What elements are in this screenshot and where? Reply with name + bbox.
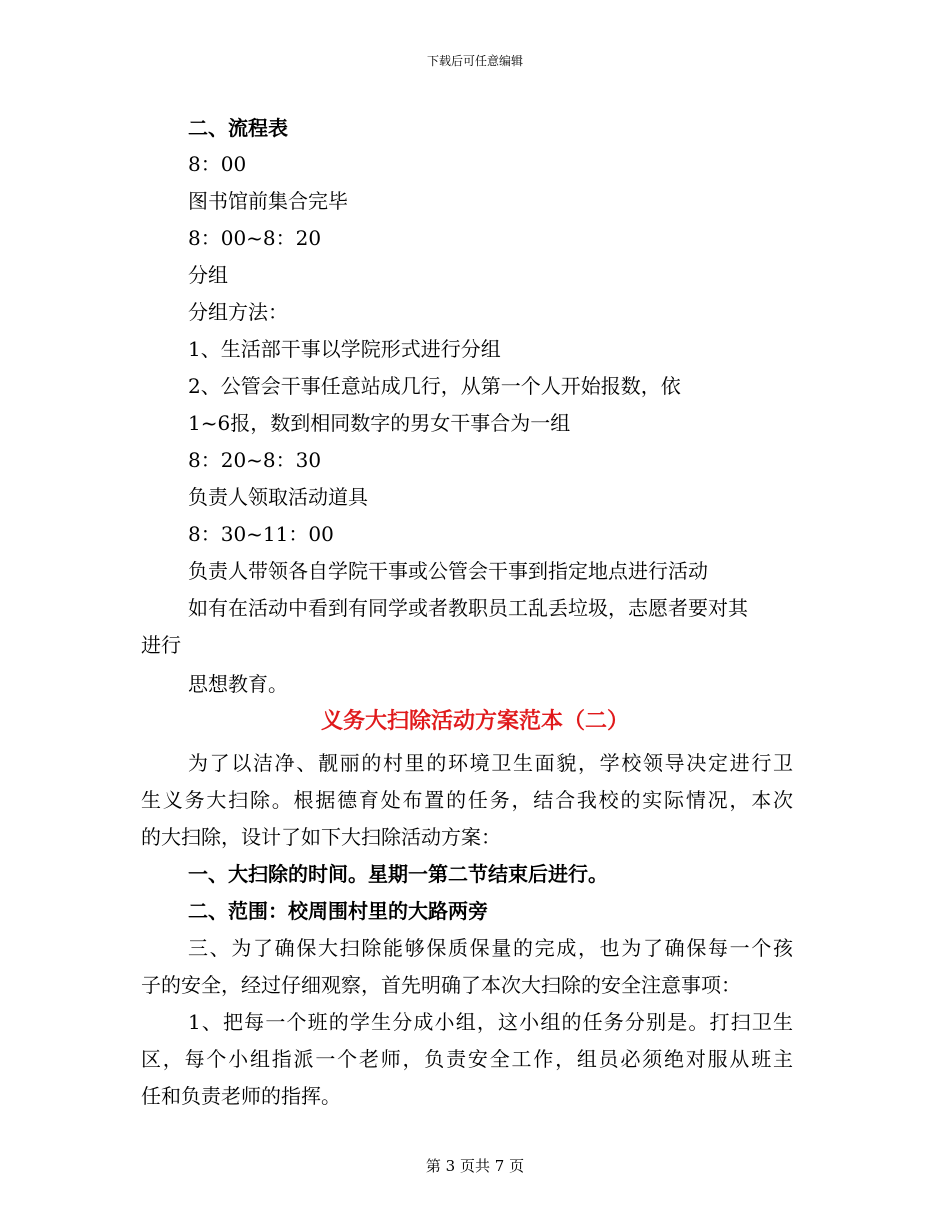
intro-line-3: 的大扫除，设计了如下大扫除活动方案： xyxy=(141,825,501,849)
flow-method-1: 1、生活部干事以学院形式进行分组 xyxy=(188,337,501,361)
flow-item-3: 负责人领取活动道具 xyxy=(188,485,368,509)
flow-method-2b: 1~6报，数到相同数字的男女干事合为一组 xyxy=(188,411,571,435)
sub-1-line-2: 区，每个小组指派一个老师，负责安全工作，组员必须绝对服从班主 xyxy=(141,1047,793,1071)
page-header: 下载后可任意编辑 xyxy=(426,54,523,68)
sub-1-line-1: 1、把每一个班的学生分成小组，这小组的任务分别是。打扫卫生 xyxy=(188,1010,793,1034)
flow-heading: 二、流程表 xyxy=(188,116,288,140)
point-1: 一、大扫除的时间。星期一第二节结束后进行。 xyxy=(188,862,608,886)
flow-time-4: 8：30~11：00 xyxy=(188,522,334,546)
flow-note-b: 进行 xyxy=(141,633,181,657)
flow-method-2a: 2、公管会干事任意站成几行，从第一个人开始报数，依 xyxy=(188,374,681,398)
flow-method-label: 分组方法： xyxy=(188,300,288,324)
flow-item-1: 图书馆前集合完毕 xyxy=(188,189,348,213)
section-title: 义务大扫除活动方案范本（二） xyxy=(320,708,629,734)
flow-time-1: 8：00 xyxy=(188,152,247,176)
point-2: 二、范围：校周围村里的大路两旁 xyxy=(188,899,488,923)
sub-1-line-3: 任和负责老师的指挥。 xyxy=(141,1084,341,1108)
flow-item-4: 负责人带领各自学院干事或公管会干事到指定地点进行活动 xyxy=(188,559,708,583)
page-footer: 第 3 页共 7 页 xyxy=(425,1157,525,1175)
flow-time-3: 8：20~8：30 xyxy=(188,448,322,472)
point-3-line-2: 子的安全，经过仔细观察，首先明确了本次大扫除的安全注意事项： xyxy=(141,973,741,997)
flow-time-2: 8：00~8：20 xyxy=(188,226,322,250)
intro-line-1: 为了以洁净、靓丽的村里的环境卫生面貌，学校领导决定进行卫 xyxy=(188,751,793,775)
intro-line-2: 生义务大扫除。根据德育处布置的任务，结合我校的实际情况，本次 xyxy=(141,788,793,812)
flow-note-c: 思想教育。 xyxy=(188,672,288,696)
flow-item-2: 分组 xyxy=(188,263,228,287)
flow-note-a: 如有在活动中看到有同学或者教职员工乱丢垃圾，志愿者要对其 xyxy=(188,596,748,620)
point-3-line-1: 三、为了确保大扫除能够保质保量的完成，也为了确保每一个孩 xyxy=(188,936,793,960)
